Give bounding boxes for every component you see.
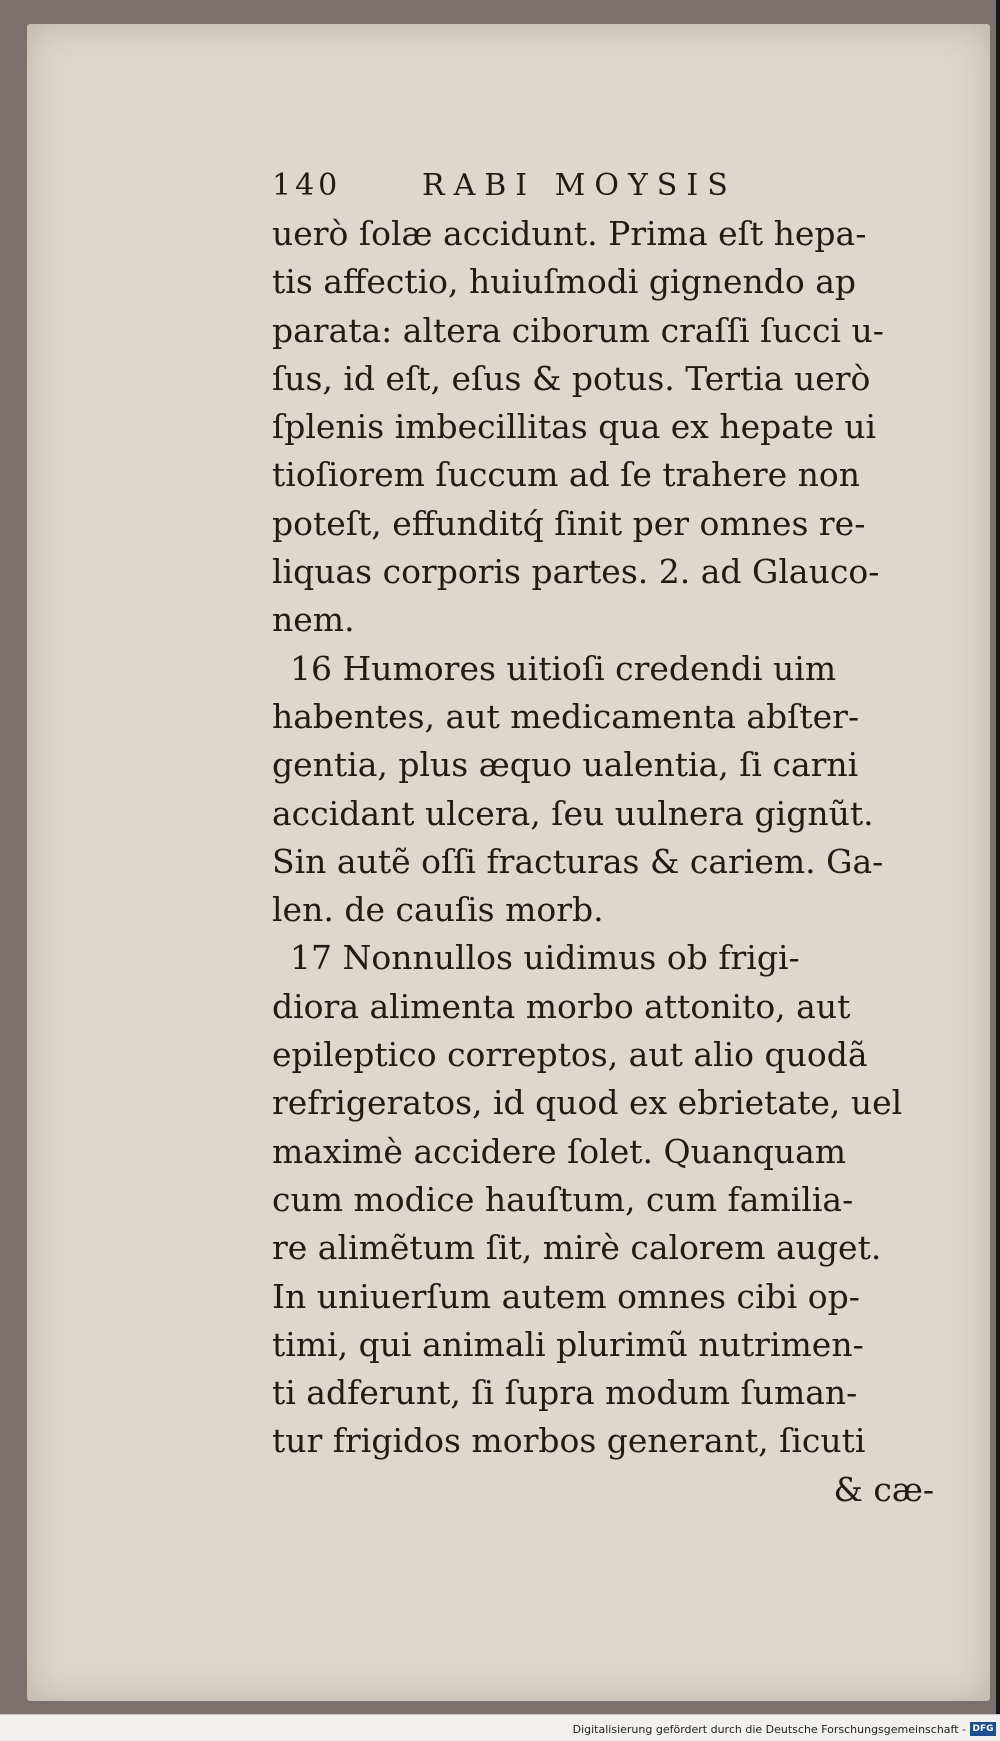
text-line: diora alimenta morbo attonito, aut xyxy=(272,986,851,1026)
text-line: re alimẽtum ſit, mirè calorem auget. xyxy=(272,1228,882,1268)
text-line: gentia, plus æquo ualentia, ſi carni xyxy=(272,745,859,785)
text-line: ſplenis imbecillitas qua ex hepate ui xyxy=(272,407,877,447)
text-line: nem. xyxy=(272,600,355,640)
text-line: habentes, aut medicamenta abſter- xyxy=(272,696,860,736)
text-line: refrigeratos, id quod ex ebrietate, uel xyxy=(272,1083,903,1123)
text-line: ſus, id eſt, eſus & potus. Tertia uerò xyxy=(272,358,871,398)
text-line: tioſiorem ſuccum ad ſe trahere non xyxy=(272,455,861,495)
text-line: 16 Humores uitioſi credendi uim xyxy=(290,648,837,688)
dfg-logo-icon: DFG xyxy=(970,1722,996,1736)
text-line: parata: altera ciborum craſſi ſucci u- xyxy=(272,310,884,350)
text-line: maximè accidere ſolet. Quanquam xyxy=(272,1131,847,1171)
page-number: 140 xyxy=(272,168,342,203)
catchword: & cæ- xyxy=(833,1469,934,1509)
text-line: tur frigidos morbos generant, ſicuti xyxy=(272,1421,866,1461)
text-line: epileptico correptos, aut alio quodã xyxy=(272,1035,868,1075)
text-line: tis affectio, huiuſmodi gignendo ap xyxy=(272,262,857,302)
funding-notice: Digitalisierung gefördert durch die Deutsche Forschungsgemeinschaft - xyxy=(572,1723,966,1736)
text-line: poteſt, effunditq́ ſinit per omnes re- xyxy=(272,503,866,543)
text-line: liquas corporis partes. 2. ad Glauco- xyxy=(272,552,880,592)
text-line: len. de cauſis morb. xyxy=(272,890,604,930)
book-page xyxy=(27,24,990,1701)
text-line: uerò ſolæ accidunt. Prima eſt hepa- xyxy=(272,214,867,253)
footer-bar xyxy=(0,1714,1000,1741)
running-header xyxy=(272,162,952,210)
text-line: 17 Nonnullos uidimus ob frigi- xyxy=(290,938,800,978)
text-line: Sin autẽ oſſi fracturas & cariem. Ga- xyxy=(272,841,884,881)
text-block xyxy=(272,162,952,1514)
text-line: timi, qui animali plurimũ nutrimen- xyxy=(272,1324,864,1364)
text-line: ti adferunt, ſi ſupra modum ſuman- xyxy=(272,1373,858,1413)
text-line: cum modice hauſtum, cum familia- xyxy=(272,1179,854,1219)
running-title: RABI MOYSIS xyxy=(422,168,737,203)
text-line: In uniuerſum autem omnes cibi op- xyxy=(272,1276,860,1316)
binding-edge xyxy=(996,0,1000,1715)
text-line: accidant ulcera, ſeu uulnera gignũt. xyxy=(272,793,874,833)
